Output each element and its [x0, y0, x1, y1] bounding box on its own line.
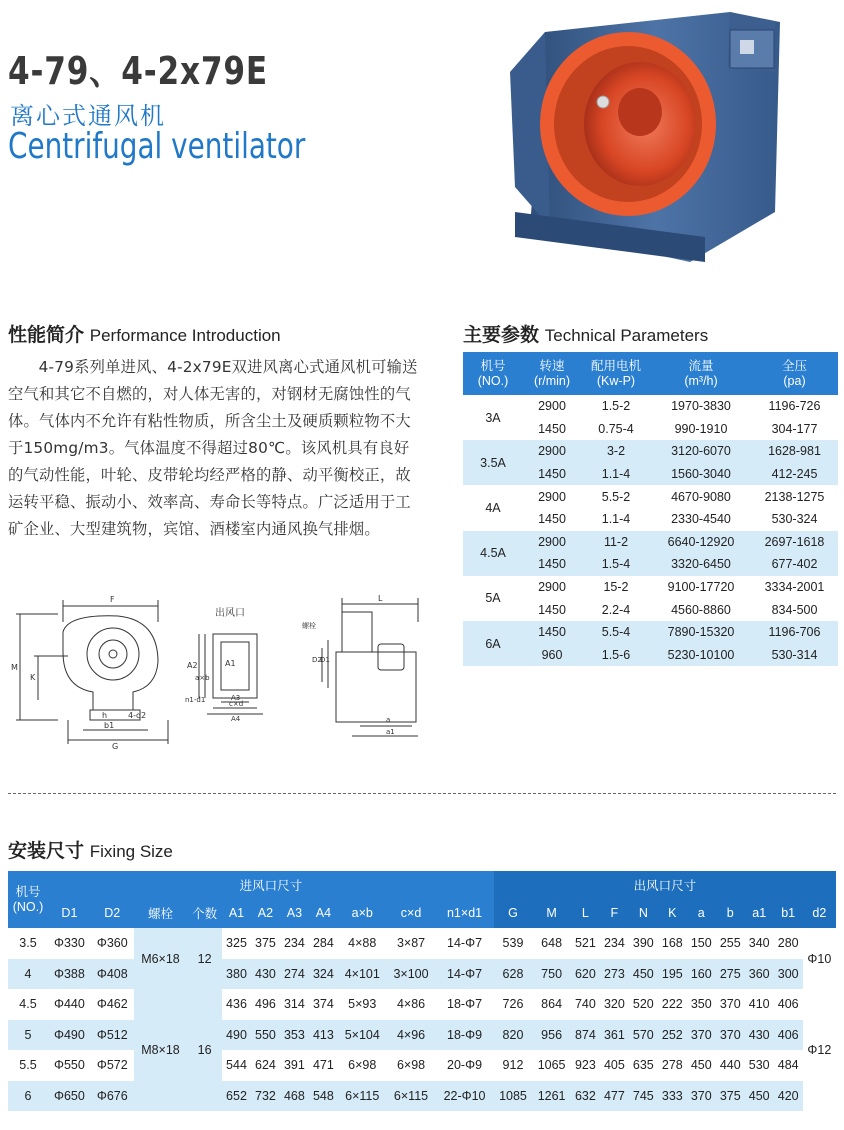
intro-heading-en: Performance Introduction [89, 326, 281, 345]
tech-cell: 2900 [523, 485, 581, 508]
fixing-cell: Φ676 [91, 1081, 134, 1112]
fixing-cell: 234 [280, 928, 309, 959]
dim-label-h: h [102, 711, 108, 720]
fixing-col-no: 机号 (NO.) [8, 871, 48, 928]
tech-cell: 1450 [523, 508, 581, 531]
fixing-col-outlet: F [600, 898, 629, 928]
fixing-cell: 450 [629, 959, 658, 990]
fixing-cell: 820 [494, 1020, 533, 1051]
fixing-cell: 333 [658, 1081, 687, 1112]
outlet-drawing [185, 604, 285, 722]
fixing-cell: 436 [222, 989, 251, 1020]
intro-heading [8, 320, 281, 347]
fixing-cell: 370 [687, 1020, 716, 1051]
fixing-cell: 912 [494, 1050, 533, 1081]
fixing-cell: Φ388 [48, 959, 91, 990]
fixing-cell: 520 [629, 989, 658, 1020]
technical-parameters-table [463, 352, 838, 666]
fixing-cell: 410 [745, 989, 774, 1020]
fixing-cell: 18-Φ7 [435, 989, 493, 1020]
fixing-cell: 374 [309, 989, 338, 1020]
fixing-cell: 413 [309, 1020, 338, 1051]
fixing-cell: 275 [716, 959, 745, 990]
fixing-cell: 375 [716, 1081, 745, 1112]
fixing-cell: 440 [716, 1050, 745, 1081]
tech-heading [463, 320, 708, 347]
tech-cell-no: 4.5A [463, 531, 523, 576]
fixing-cell: M8×18 [134, 989, 188, 1111]
tech-cell: 1450 [523, 621, 581, 644]
tech-cell: 1.5-6 [581, 644, 651, 667]
fixing-cell: 477 [600, 1081, 629, 1112]
fixing-cell: 252 [658, 1020, 687, 1051]
tech-cell: 4560-8860 [651, 598, 751, 621]
tech-col-motor: 配用电机 (Kw-P) [581, 352, 651, 395]
fixing-cell: 168 [658, 928, 687, 959]
fixing-cell: 628 [494, 959, 533, 990]
tech-cell: 1450 [523, 463, 581, 486]
fixing-cell: 3×100 [387, 959, 436, 990]
tech-col-flow: 流量 (m³/h) [651, 352, 751, 395]
fixing-cell: 635 [629, 1050, 658, 1081]
tech-col-no: 机号 (NO.) [463, 352, 523, 395]
tech-cell: 15-2 [581, 576, 651, 599]
fixing-cell: 370 [687, 1081, 716, 1112]
fixing-cell: M6×18 [134, 928, 188, 989]
fixing-row [8, 989, 836, 1020]
tech-cell: 1196-726 [751, 395, 838, 418]
fixing-cell: 484 [774, 1050, 803, 1081]
tech-cell: 1.1-4 [581, 508, 651, 531]
fixing-cell: Φ408 [91, 959, 134, 990]
fixing-cell: 956 [532, 1020, 571, 1051]
fixing-heading [8, 836, 173, 863]
fixing-cell: 5 [8, 1020, 48, 1051]
fixing-col-outlet: b1 [774, 898, 803, 928]
fixing-col-outlet: d2 [803, 898, 836, 928]
fixing-cell: 360 [745, 959, 774, 990]
fixing-col-inlet: n1×d1 [435, 898, 493, 928]
fixing-cell: Φ650 [48, 1081, 91, 1112]
model-title: 4-79、4-2x79E [8, 49, 269, 93]
fixing-col-inlet: a×b [338, 898, 387, 928]
fixing-cell: 3×87 [387, 928, 436, 959]
tech-cell: 5230-10100 [651, 644, 751, 667]
tech-cell-no: 5A [463, 576, 523, 621]
fixing-cell: 16 [187, 989, 222, 1111]
tech-cell: 1450 [523, 418, 581, 441]
fixing-col-outlet: K [658, 898, 687, 928]
fixing-cell: 300 [774, 959, 803, 990]
tech-col-pressure: 全压 (pa) [751, 352, 838, 395]
fixing-cell: 12 [187, 928, 222, 989]
tech-row [463, 576, 838, 599]
fixing-row [8, 1020, 836, 1051]
tech-cell: 530-324 [751, 508, 838, 531]
dim-label-D2: D2 [312, 656, 322, 664]
dim-label-A4: A4 [231, 715, 241, 722]
fixing-cell: 620 [571, 959, 600, 990]
fixing-row [8, 1050, 836, 1081]
fixing-cell: 1261 [532, 1081, 571, 1112]
fixing-cell: 648 [532, 928, 571, 959]
fixing-body [8, 928, 836, 1111]
dim-label-b1: b1 [104, 721, 115, 730]
fixing-row [8, 959, 836, 990]
fixing-row [8, 928, 836, 959]
fixing-cell: 325 [222, 928, 251, 959]
fixing-cell: Φ572 [91, 1050, 134, 1081]
fixing-cell: 280 [774, 928, 803, 959]
fixing-cell: 234 [600, 928, 629, 959]
dim-label-G: G [112, 742, 119, 751]
dim-label-M: M [11, 663, 18, 672]
fixing-cell: 471 [309, 1050, 338, 1081]
tech-cell: 412-245 [751, 463, 838, 486]
intro-heading-cn: 性能简介 [8, 324, 85, 346]
dim-label-L: L [378, 594, 383, 603]
tech-cell: 5.5-2 [581, 485, 651, 508]
fixing-cell: 4×86 [387, 989, 436, 1020]
tech-cell: 1196-706 [751, 621, 838, 644]
fixing-cell: 624 [251, 1050, 280, 1081]
tech-cell-no: 3A [463, 395, 523, 440]
tech-heading-cn: 主要参数 [463, 324, 540, 346]
fixing-cell: 864 [532, 989, 571, 1020]
fixing-cell: 195 [658, 959, 687, 990]
fixing-cell: 548 [309, 1081, 338, 1112]
fixing-cell: 222 [658, 989, 687, 1020]
fixing-col-outlet: L [571, 898, 600, 928]
tech-cell: 9100-17720 [651, 576, 751, 599]
fixing-cell: 370 [716, 1020, 745, 1051]
fixing-col-outlet: M [532, 898, 571, 928]
tech-cell: 3120-6070 [651, 440, 751, 463]
tech-cell: 2138-1275 [751, 485, 838, 508]
tech-cell: 1970-3830 [651, 395, 751, 418]
tech-cell: 2900 [523, 576, 581, 599]
dim-label-a1: a1 [386, 728, 395, 736]
fan-front-view-drawing [300, 592, 425, 742]
fixing-cell: 390 [629, 928, 658, 959]
fixing-cell: 14-Φ7 [435, 928, 493, 959]
fixing-col-outlet: a [687, 898, 716, 928]
fixing-cell: Φ10 [803, 928, 836, 989]
fixing-cell: 6×98 [387, 1050, 436, 1081]
fixing-col-inlet: 螺栓 [134, 898, 188, 928]
fixing-cell: 320 [600, 989, 629, 1020]
fixing-col-inlet: D1 [48, 898, 91, 928]
fixing-col-inlet: A2 [251, 898, 280, 928]
fixing-cell: 278 [658, 1050, 687, 1081]
fixing-cell: 450 [687, 1050, 716, 1081]
fixing-cell: 4×101 [338, 959, 387, 990]
fixing-cell: 1085 [494, 1081, 533, 1112]
fixing-col-inlet: A1 [222, 898, 251, 928]
fixing-cell: 745 [629, 1081, 658, 1112]
fixing-cell: 740 [571, 989, 600, 1020]
fixing-cell: 6×115 [387, 1081, 436, 1112]
fixing-cell: 361 [600, 1020, 629, 1051]
fixing-col-inlet: A4 [309, 898, 338, 928]
fixing-cell: 726 [494, 989, 533, 1020]
fixing-cell: 274 [280, 959, 309, 990]
fixing-heading-cn: 安装尺寸 [8, 840, 85, 862]
dim-label-axb: a×b [195, 674, 210, 682]
tech-cell: 3334-2001 [751, 576, 838, 599]
tech-cell: 5.5-4 [581, 621, 651, 644]
fixing-cell: 284 [309, 928, 338, 959]
fixing-col-inlet: D2 [91, 898, 134, 928]
fixing-col-inlet: A3 [280, 898, 309, 928]
tech-cell: 1450 [523, 553, 581, 576]
fixing-cell: 340 [745, 928, 774, 959]
fixing-cell: 490 [222, 1020, 251, 1051]
chinese-title: 离心式通风机 [10, 102, 166, 130]
fixing-cell: 391 [280, 1050, 309, 1081]
tech-row [463, 485, 838, 508]
fixing-cell: 6×115 [338, 1081, 387, 1112]
tech-cell: 7890-15320 [651, 621, 751, 644]
tech-cell: 2900 [523, 395, 581, 418]
tech-cell: 3320-6450 [651, 553, 751, 576]
dim-label-cxd: c×d [229, 700, 244, 708]
fixing-cell: 150 [687, 928, 716, 959]
tech-cell: 0.75-4 [581, 418, 651, 441]
tech-row [463, 531, 838, 554]
fixing-cell: 5.5 [8, 1050, 48, 1081]
fixing-size-table [8, 871, 836, 1111]
tech-cell: 3-2 [581, 440, 651, 463]
fixing-heading-en: Fixing Size [89, 842, 173, 861]
tech-cell-no: 3.5A [463, 440, 523, 485]
dim-label-n1d1: n1-d1 [185, 696, 206, 704]
fixing-col-inlet: c×d [387, 898, 436, 928]
tech-heading-en: Technical Parameters [544, 326, 709, 345]
fixing-cell: Φ490 [48, 1020, 91, 1051]
fixing-cell: 521 [571, 928, 600, 959]
fixing-cell: 406 [774, 989, 803, 1020]
tech-cell: 1450 [523, 598, 581, 621]
tech-cell: 2330-4540 [651, 508, 751, 531]
tech-header-row [463, 352, 838, 395]
fixing-cell: 450 [745, 1081, 774, 1112]
fixing-cell: 375 [251, 928, 280, 959]
fixing-cell: 539 [494, 928, 533, 959]
tech-cell: 1560-3040 [651, 463, 751, 486]
fixing-cell: 430 [745, 1020, 774, 1051]
section-divider [8, 793, 836, 794]
tech-body [463, 395, 838, 666]
fan-product-image [490, 12, 780, 274]
fixing-col-outlet: G [494, 898, 533, 928]
tech-cell: 2900 [523, 440, 581, 463]
tech-cell: 6640-12920 [651, 531, 751, 554]
fixing-cell: 6×98 [338, 1050, 387, 1081]
tech-cell: 304-177 [751, 418, 838, 441]
fixing-group-header-row [8, 871, 836, 898]
fixing-cell: 530 [745, 1050, 774, 1081]
dim-label-4d2: 4-d2 [128, 711, 147, 720]
fixing-cell: 632 [571, 1081, 600, 1112]
fixing-cell: 430 [251, 959, 280, 990]
intro-text: 4-79系列单进风、4-2x79E双进风离心式通风机可输送空气和其它不自燃的，对人体无害的，对钢材无腐蚀性的气体。气体内不允许有粘性物质，所含尘土及硬质颗粒物不大于150mg/m3。气体温度不得超过80℃。该风机具有良好的气动性能，叶轮、皮带轮均经严格的静、动平衡校正，故运转平稳、振动小、效率高、寿命长等特点。广泛适用于工矿企业、大型建筑物，宾馆、酒楼室内通风换气排烟。 [8, 358, 418, 538]
fixing-cell: 544 [222, 1050, 251, 1081]
tech-cell: 1.1-4 [581, 463, 651, 486]
fixing-cell: 5×93 [338, 989, 387, 1020]
tech-row [463, 395, 838, 418]
fixing-cell: 3.5 [8, 928, 48, 959]
tech-row [463, 621, 838, 644]
fixing-cell: 350 [687, 989, 716, 1020]
fixing-cell: 750 [532, 959, 571, 990]
outlet-group-header: 出风口尺寸 [494, 871, 836, 898]
fixing-cell: 353 [280, 1020, 309, 1051]
fan-side-view-drawing [8, 592, 178, 752]
inlet-group-header: 进风口尺寸 [48, 871, 494, 898]
dim-label-K: K [30, 673, 36, 682]
fixing-row [8, 1081, 836, 1112]
fixing-cell: 4×96 [387, 1020, 436, 1051]
fixing-cell: 4 [8, 959, 48, 990]
fixing-cell: Φ440 [48, 989, 91, 1020]
fixing-cell: 420 [774, 1081, 803, 1112]
english-title: Centrifugal ventilator [8, 126, 306, 167]
fixing-cell: Φ330 [48, 928, 91, 959]
fixing-cell: 370 [716, 989, 745, 1020]
fixing-cell: Φ512 [91, 1020, 134, 1051]
fixing-col-outlet: N [629, 898, 658, 928]
fixing-col-outlet: b [716, 898, 745, 928]
fixing-cell: Φ550 [48, 1050, 91, 1081]
tech-cell: 2900 [523, 531, 581, 554]
tech-cell: 530-314 [751, 644, 838, 667]
fixing-cell: 4.5 [8, 989, 48, 1020]
fixing-cell: 18-Φ9 [435, 1020, 493, 1051]
tech-cell-no: 6A [463, 621, 523, 666]
fixing-sub-header-row [8, 898, 836, 928]
dim-label-a: a [386, 716, 391, 724]
fixing-cell: 652 [222, 1081, 251, 1112]
fixing-cell: 14-Φ7 [435, 959, 493, 990]
fixing-cell: 314 [280, 989, 309, 1020]
fixing-cell: 380 [222, 959, 251, 990]
dim-label-F: F [110, 595, 115, 604]
tech-cell: 11-2 [581, 531, 651, 554]
dim-label-D1: D1 [320, 656, 330, 664]
tech-cell: 1.5-2 [581, 395, 651, 418]
tech-cell: 2697-1618 [751, 531, 838, 554]
tech-cell: 990-1910 [651, 418, 751, 441]
fixing-cell: 406 [774, 1020, 803, 1051]
tech-cell: 960 [523, 644, 581, 667]
outlet-label: 出风口 [215, 608, 245, 619]
fixing-cell: 6 [8, 1081, 48, 1112]
fixing-cell: Φ462 [91, 989, 134, 1020]
fixing-cell: 160 [687, 959, 716, 990]
fixing-cell: 468 [280, 1081, 309, 1112]
tech-cell: 677-402 [751, 553, 838, 576]
fixing-cell: 732 [251, 1081, 280, 1112]
fixing-col-outlet: a1 [745, 898, 774, 928]
fixing-cell: 5×104 [338, 1020, 387, 1051]
tech-cell: 1.5-4 [581, 553, 651, 576]
fixing-cell: 923 [571, 1050, 600, 1081]
fixing-cell: 22-Φ10 [435, 1081, 493, 1112]
dim-label-A2: A2 [187, 661, 198, 670]
fixing-cell: 324 [309, 959, 338, 990]
fixing-cell: 496 [251, 989, 280, 1020]
fixing-cell: 255 [716, 928, 745, 959]
fixing-cell: Φ12 [803, 989, 836, 1111]
dim-label-A3: A3 [231, 694, 241, 702]
tech-col-speed: 转速 (r/min) [523, 352, 581, 395]
tech-cell-no: 4A [463, 485, 523, 530]
dim-label-A1: A1 [225, 659, 236, 668]
tech-cell: 2.2-4 [581, 598, 651, 621]
fixing-cell: 1065 [532, 1050, 571, 1081]
fixing-cell: 405 [600, 1050, 629, 1081]
tech-row [463, 440, 838, 463]
fixing-cell: 874 [571, 1020, 600, 1051]
fixing-col-inlet: 个数 [187, 898, 222, 928]
tech-cell: 4670-9080 [651, 485, 751, 508]
tech-cell: 834-500 [751, 598, 838, 621]
tech-cell: 1628-981 [751, 440, 838, 463]
fixing-cell: 20-Φ9 [435, 1050, 493, 1081]
bolt-label: 螺栓 [302, 622, 316, 630]
fixing-cell: 273 [600, 959, 629, 990]
fixing-cell: 570 [629, 1020, 658, 1051]
fixing-cell: 550 [251, 1020, 280, 1051]
fixing-cell: Φ360 [91, 928, 134, 959]
fixing-cell: 4×88 [338, 928, 387, 959]
